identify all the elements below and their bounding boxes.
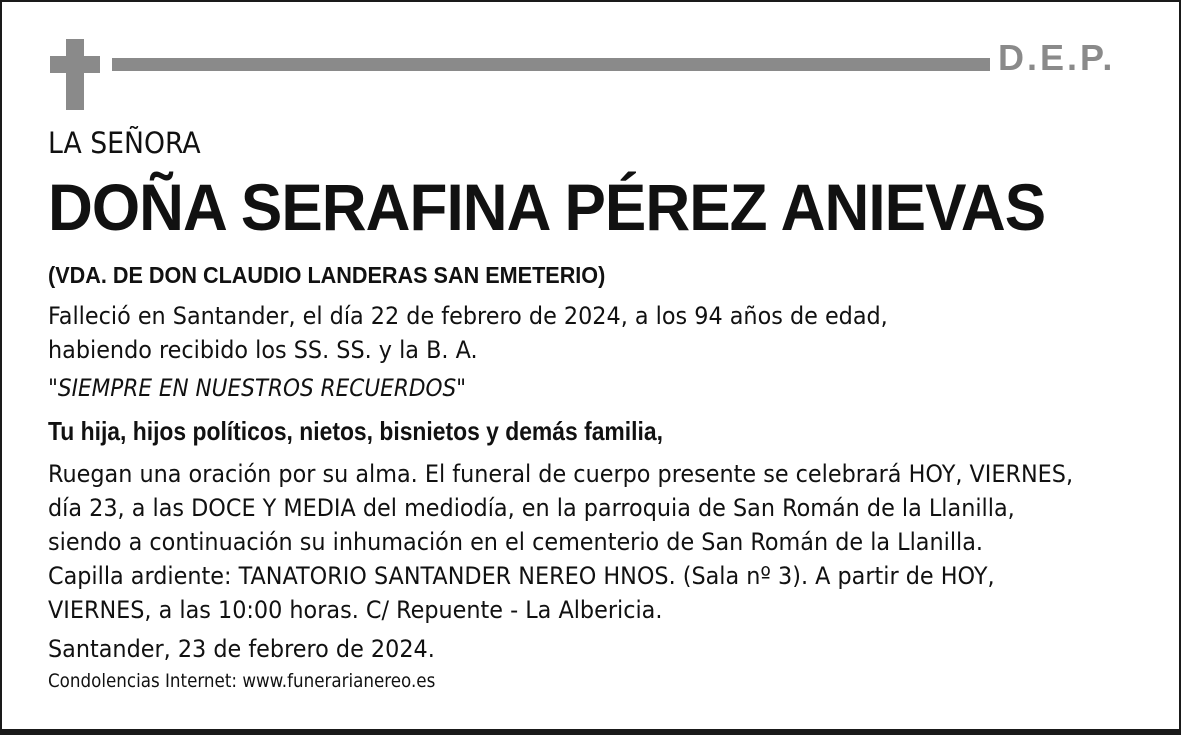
death-line-2: habiendo recibido los SS. SS. y la B. A. [48, 336, 478, 364]
death-line-1: Falleció en Santander, el día 22 de febrero de 2024, a los 94 años de edad, [48, 302, 888, 330]
cross-icon [66, 39, 84, 110]
place-date: Santander, 23 de febrero de 2024. [48, 635, 435, 663]
widow-of-line: (VDA. DE DON CLAUDIO LANDERAS SAN EMETERIO) [48, 262, 606, 288]
memorial-quote: "SIEMPRE EN NUESTROS RECUERDOS" [48, 374, 467, 402]
announcement-line-4: Capilla ardiente: TANATORIO SANTANDER NEREO HNOS. (Sala nº 3). A partir de HOY, [48, 562, 995, 590]
announcement-line-1: Ruegan una oración por su alma. El funeral de cuerpo presente se celebrará HOY, VIERNES, [48, 460, 1074, 488]
announcement-line-2: día 23, a las DOCE Y MEDIA del mediodía, en la parroquia de San Román de la Llanilla, [48, 494, 1015, 522]
deceased-name: DOÑA SERAFINA PÉREZ ANIEVAS [48, 170, 1046, 244]
condolences-line: Condolencias Internet: www.funerarianereo.es [48, 670, 436, 692]
intro-label: LA SEÑORA [48, 126, 201, 160]
dep-label: D.E.P. [998, 37, 1116, 78]
cross-icon-bar [50, 56, 100, 73]
header-rule [112, 58, 990, 71]
announcement-line-5: VIERNES, a las 10:00 horas. C/ Repuente - La Albericia. [48, 596, 663, 624]
announcement-line-3: siendo a continuación su inhumación en el cementerio de San Román de la Llanilla. [48, 528, 984, 556]
family-line: Tu hija, hijos políticos, nietos, bisnietos y demás familia, [48, 416, 663, 446]
